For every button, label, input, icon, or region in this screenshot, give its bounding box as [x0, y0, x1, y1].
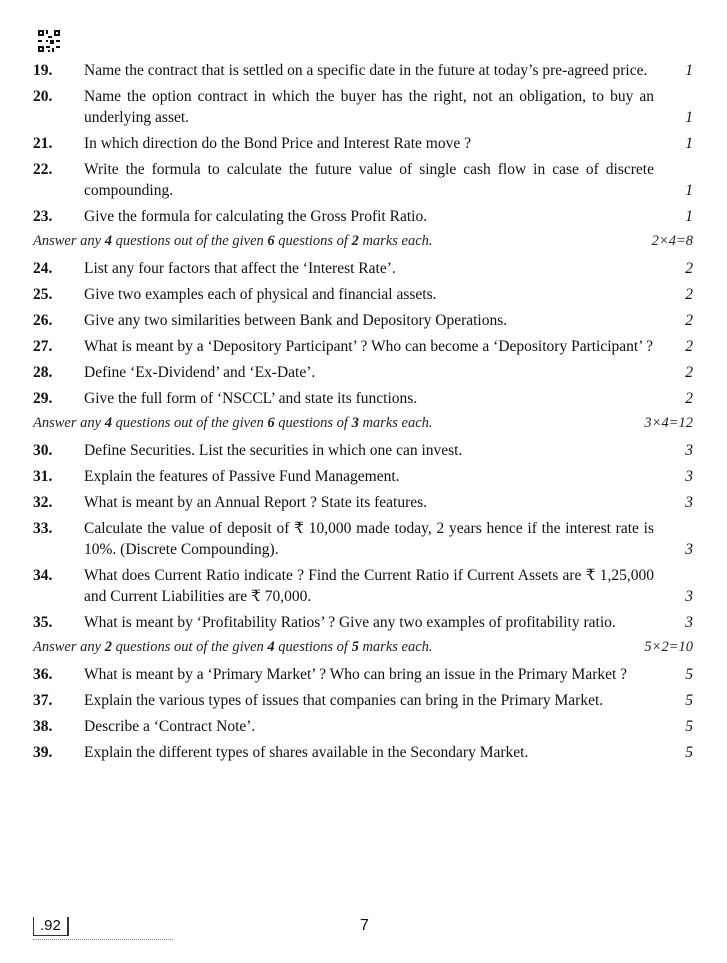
- instruction-text: Answer any: [33, 415, 105, 431]
- question-marks: 5: [685, 692, 693, 709]
- question-text: Name the option contract in which the buyer has the right, not an obligation, to buy an underlying asset.: [84, 88, 654, 126]
- instruction-marks: 5: [351, 639, 359, 655]
- question-text: Give the formula for calculating the Gross Profit Ratio.: [84, 208, 428, 225]
- question-item: [33, 690, 693, 711]
- question-text: What is meant by a ‘Depository Participant’ ? Who can become a ‘Depository Participant’ ?: [84, 338, 653, 355]
- question-item: [33, 284, 693, 305]
- question-marks: 3: [685, 494, 693, 511]
- question-marks: 3: [685, 468, 693, 485]
- question-marks: 3: [685, 614, 693, 631]
- question-marks: 2: [685, 260, 693, 277]
- question-item: [33, 310, 693, 331]
- instruction-count: 4: [267, 639, 275, 655]
- question-number: 30.: [33, 442, 53, 459]
- instruction-marks: 2: [351, 233, 359, 249]
- question-text: Give two examples each of physical and financial assets.: [84, 286, 437, 303]
- question-number: 29.: [33, 390, 53, 407]
- question-number: 19.: [33, 62, 53, 79]
- question-paper: [33, 60, 693, 768]
- question-text: Write the formula to calculate the future value of single cash flow in case of discrete compounding.: [84, 161, 654, 199]
- question-text: Explain the different types of shares available in the Secondary Market.: [84, 744, 529, 761]
- question-group-2-marks: [33, 258, 693, 409]
- question-number: 28.: [33, 364, 53, 381]
- question-number: 35.: [33, 614, 53, 631]
- question-marks: 2: [685, 364, 693, 381]
- instruction-count: 4: [104, 415, 112, 431]
- question-text: Explain the features of Passive Fund Management.: [84, 468, 400, 485]
- question-number: 32.: [33, 494, 53, 511]
- section-total-marks: 5×2=10: [644, 639, 693, 655]
- instruction-text: questions out of the given: [111, 639, 268, 655]
- question-text: Define Securities. List the securities in which one can invest.: [84, 442, 463, 459]
- question-item: [33, 742, 693, 763]
- question-marks: 2: [685, 286, 693, 303]
- question-marks: 5: [685, 718, 693, 735]
- section-instruction-5-marks: [33, 637, 693, 657]
- question-item: [33, 258, 693, 279]
- question-item: [33, 492, 693, 513]
- question-number: 33.: [33, 520, 53, 537]
- question-item: [33, 362, 693, 383]
- question-item: [33, 612, 693, 633]
- question-number: 34.: [33, 567, 53, 584]
- question-number: 23.: [33, 208, 53, 225]
- question-text: What does Current Ratio indicate ? Find the Current Ratio if Current Assets are ₹ 1,25,000 and Current Liabilities are ₹ 70,000.: [84, 567, 654, 605]
- question-text: Define ‘Ex-Dividend’ and ‘Ex-Date’.: [84, 364, 316, 381]
- instruction-count: 4: [104, 233, 112, 249]
- question-marks: 1: [685, 135, 693, 152]
- instruction-count: 6: [267, 233, 275, 249]
- question-number: 21.: [33, 135, 53, 152]
- question-item: [33, 466, 693, 487]
- question-item: [33, 565, 693, 607]
- page-number: 7: [360, 917, 369, 934]
- question-item: [33, 336, 693, 357]
- section-instruction-2-marks: [33, 231, 693, 251]
- section-total-marks: 3×4=12: [644, 415, 693, 431]
- question-number: 38.: [33, 718, 53, 735]
- section-instruction-3-marks: [33, 413, 693, 433]
- question-marks: 2: [685, 312, 693, 329]
- question-marks: 1: [685, 208, 693, 225]
- question-number: 36.: [33, 666, 53, 683]
- instruction-text: questions out of the given: [111, 233, 268, 249]
- question-text: In which direction do the Bond Price and Interest Rate move ?: [84, 135, 471, 152]
- question-item: [33, 388, 693, 409]
- question-group-3-marks: [33, 440, 693, 633]
- question-text: Explain the various types of issues that companies can bring in the Primary Market.: [84, 692, 604, 709]
- question-item: [33, 60, 693, 81]
- instruction-text: marks each.: [358, 639, 433, 655]
- question-marks: 3: [685, 541, 693, 558]
- question-text: Calculate the value of deposit of ₹ 10,000 made today, 2 years hence if the interest rate is 10%. (Discrete Compounding).: [84, 520, 654, 558]
- question-marks: 1: [685, 182, 693, 199]
- question-marks: 5: [685, 744, 693, 761]
- footer-fine-print: [33, 939, 173, 943]
- instruction-text: questions of: [274, 639, 352, 655]
- question-number: 39.: [33, 744, 53, 761]
- question-item: [33, 133, 693, 154]
- question-text: What is meant by an Annual Report ? State its features.: [84, 494, 428, 511]
- question-item: [33, 664, 693, 685]
- question-marks: 2: [685, 338, 693, 355]
- question-text: Name the contract that is settled on a specific date in the future at today’s pre-agreed price.: [84, 62, 648, 79]
- question-group-5-marks: [33, 664, 693, 763]
- question-group-1-mark: [33, 60, 693, 227]
- instruction-text: marks each.: [358, 233, 433, 249]
- question-item: [33, 440, 693, 461]
- question-number: 24.: [33, 260, 53, 277]
- question-marks: 3: [685, 588, 693, 605]
- question-text: List any four factors that affect the ‘Interest Rate’.: [84, 260, 396, 277]
- question-marks: 3: [685, 442, 693, 459]
- section-total-marks: 2×4=8: [651, 233, 693, 249]
- question-text: Describe a ‘Contract Note’.: [84, 718, 256, 735]
- question-marks: 2: [685, 390, 693, 407]
- instruction-marks: 3: [351, 415, 359, 431]
- question-number: 26.: [33, 312, 53, 329]
- instruction-count: 6: [267, 415, 275, 431]
- question-number: 25.: [33, 286, 53, 303]
- question-number: 22.: [33, 161, 53, 178]
- question-item: [33, 716, 693, 737]
- question-number: 31.: [33, 468, 53, 485]
- question-item: [33, 159, 693, 201]
- question-item: [33, 86, 693, 128]
- question-number: 27.: [33, 338, 53, 355]
- question-item: [33, 206, 693, 227]
- question-text: What is meant by a ‘Primary Market’ ? Who can bring an issue in the Primary Market ?: [84, 666, 628, 683]
- instruction-text: questions of: [274, 233, 352, 249]
- question-marks: 5: [685, 666, 693, 683]
- qr-code-icon: [38, 30, 60, 52]
- instruction-text: marks each.: [358, 415, 433, 431]
- instruction-count: 2: [104, 639, 112, 655]
- instruction-text: Answer any: [33, 639, 105, 655]
- question-item: [33, 518, 693, 560]
- instruction-text: Answer any: [33, 233, 105, 249]
- instruction-text: questions of: [274, 415, 352, 431]
- instruction-text: questions out of the given: [111, 415, 268, 431]
- question-text: Give any two similarities between Bank and Depository Operations.: [84, 312, 508, 329]
- question-marks: 1: [685, 62, 693, 79]
- question-number: 20.: [33, 88, 53, 105]
- question-marks: 1: [685, 109, 693, 126]
- question-number: 37.: [33, 692, 53, 709]
- question-text: What is meant by ‘Profitability Ratios’ ? Give any two examples of profitability ratio.: [84, 614, 616, 631]
- paper-code: .92: [33, 917, 69, 936]
- question-text: Give the full form of ‘NSCCL’ and state its functions.: [84, 390, 418, 407]
